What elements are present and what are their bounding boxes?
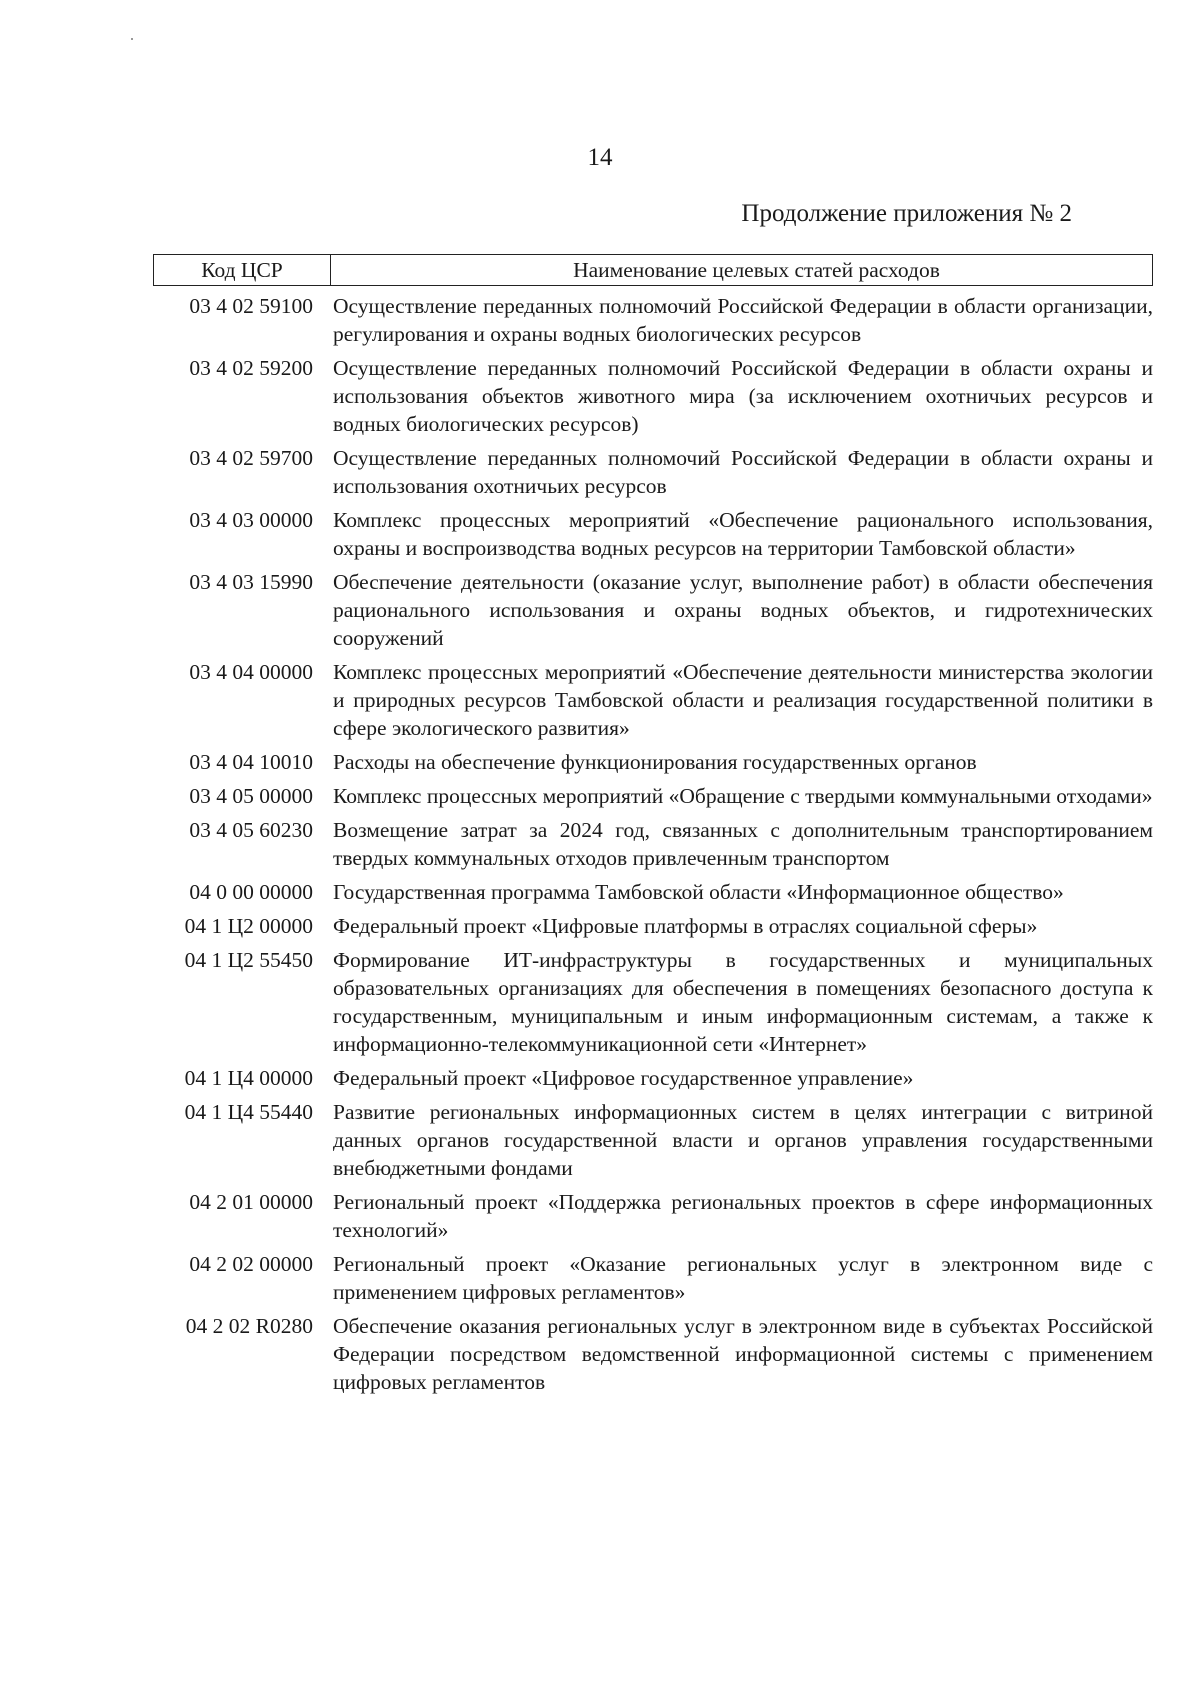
table-row xyxy=(153,878,1153,906)
row-code: 04 1 Ц4 55440 xyxy=(184,1100,313,1124)
table-row xyxy=(153,1098,1153,1182)
table-row xyxy=(153,1312,1153,1396)
table-row xyxy=(153,1188,1153,1244)
row-name: Комплекс процессных мероприятий «Обращение с твердыми коммунальными отходами» xyxy=(333,784,1153,808)
table-row xyxy=(153,658,1153,742)
row-code: 04 1 Ц2 55450 xyxy=(184,948,313,972)
table-row xyxy=(153,782,1153,810)
row-code: 03 4 05 00000 xyxy=(189,784,313,808)
row-code: 03 4 02 59700 xyxy=(189,446,313,470)
row-code: 04 1 Ц2 00000 xyxy=(184,914,313,938)
row-name: Осуществление переданных полномочий Российской Федерации в области организации, регулирования и охраны водных биологических ресурсов xyxy=(333,294,1153,346)
row-name: Комплекс процессных мероприятий «Обеспечение рационального использования, охраны и воспроизводства водных ресурсов на территории Тамбовской области» xyxy=(333,508,1153,560)
table-row xyxy=(153,912,1153,940)
row-code: 04 0 00 00000 xyxy=(189,880,313,904)
table-row xyxy=(153,354,1153,438)
scan-speck xyxy=(131,38,133,40)
table-row xyxy=(153,444,1153,500)
row-code: 03 4 04 00000 xyxy=(189,660,313,684)
row-name: Формирование ИТ-инфраструктуры в государственных и муниципальных образовательных организациях для обеспечения в помещениях безопасного доступа к государственным, муниципальным и иным информационным системам, а также к информационно-телекоммуникационной сети «Интернет» xyxy=(333,948,1153,1056)
row-code: 03 4 04 10010 xyxy=(189,750,313,774)
page-number: 14 xyxy=(587,144,613,171)
row-code: 04 1 Ц4 00000 xyxy=(184,1066,313,1090)
row-name: Федеральный проект «Цифровое государственное управление» xyxy=(333,1066,914,1090)
row-code: 03 4 02 59200 xyxy=(189,356,313,380)
row-name: Региональный проект «Поддержка региональных проектов в сфере информационных технологий» xyxy=(333,1190,1153,1242)
row-name: Возмещение затрат за 2024 год, связанных с дополнительным транспортированием твердых коммунальных отходов привлеченным транспортом xyxy=(333,818,1153,870)
row-name: Расходы на обеспечение функционирования государственных органов xyxy=(333,750,977,774)
table-row xyxy=(153,568,1153,652)
appendix-title: Продолжение приложения № 2 xyxy=(741,200,1072,227)
table-row xyxy=(153,816,1153,872)
row-code: 03 4 03 00000 xyxy=(189,508,313,532)
row-name: Обеспечение оказания региональных услуг в электронном виде в субъектах Российской Федерации посредством ведомственной информационной системы с применением цифровых регламентов xyxy=(333,1314,1153,1394)
table-row xyxy=(153,748,1153,776)
table-row xyxy=(153,506,1153,562)
row-name: Осуществление переданных полномочий Российской Федерации в области охраны и использования объектов животного мира (за исключением охотничьих ресурсов и водных биологических ресурсов) xyxy=(333,356,1153,436)
row-code: 03 4 02 59100 xyxy=(189,294,313,318)
table-row xyxy=(153,1250,1153,1306)
table-row xyxy=(153,946,1153,1058)
expense-items-table xyxy=(153,254,1153,1402)
table-header xyxy=(153,254,1153,286)
row-name: Осуществление переданных полномочий Российской Федерации в области охраны и использования охотничьих ресурсов xyxy=(333,446,1153,498)
row-name: Комплекс процессных мероприятий «Обеспечение деятельности министерства экологии и природных ресурсов Тамбовской области и реализация государственной политики в сфере экологического развития» xyxy=(333,660,1153,740)
row-name: Обеспечение деятельности (оказание услуг, выполнение работ) в области обеспечения рационального использования и охраны водных объектов, и гидротехнических сооружений xyxy=(333,570,1153,650)
table-row xyxy=(153,1064,1153,1092)
row-name: Региональный проект «Оказание региональных услуг в электронном виде с применением цифровых регламентов» xyxy=(333,1252,1153,1304)
header-code: Код ЦСР xyxy=(154,255,331,285)
row-code: 04 2 01 00000 xyxy=(189,1190,313,1214)
row-code: 03 4 05 60230 xyxy=(189,818,313,842)
table-row xyxy=(153,292,1153,348)
row-code: 04 2 02 00000 xyxy=(189,1252,313,1276)
row-name: Государственная программа Тамбовской области «Информационное общество» xyxy=(333,880,1064,904)
row-name: Федеральный проект «Цифровые платформы в отраслях социальной сферы» xyxy=(333,914,1038,938)
row-code: 04 2 02 R0280 xyxy=(185,1314,313,1338)
row-code: 03 4 03 15990 xyxy=(189,570,313,594)
table-body xyxy=(153,286,1153,1396)
row-name: Развитие региональных информационных систем в целях интеграции с витриной данных органов государственной власти и органов управления государственными внебюджетными фондами xyxy=(333,1100,1153,1180)
header-name: Наименование целевых статей расходов xyxy=(573,258,940,282)
